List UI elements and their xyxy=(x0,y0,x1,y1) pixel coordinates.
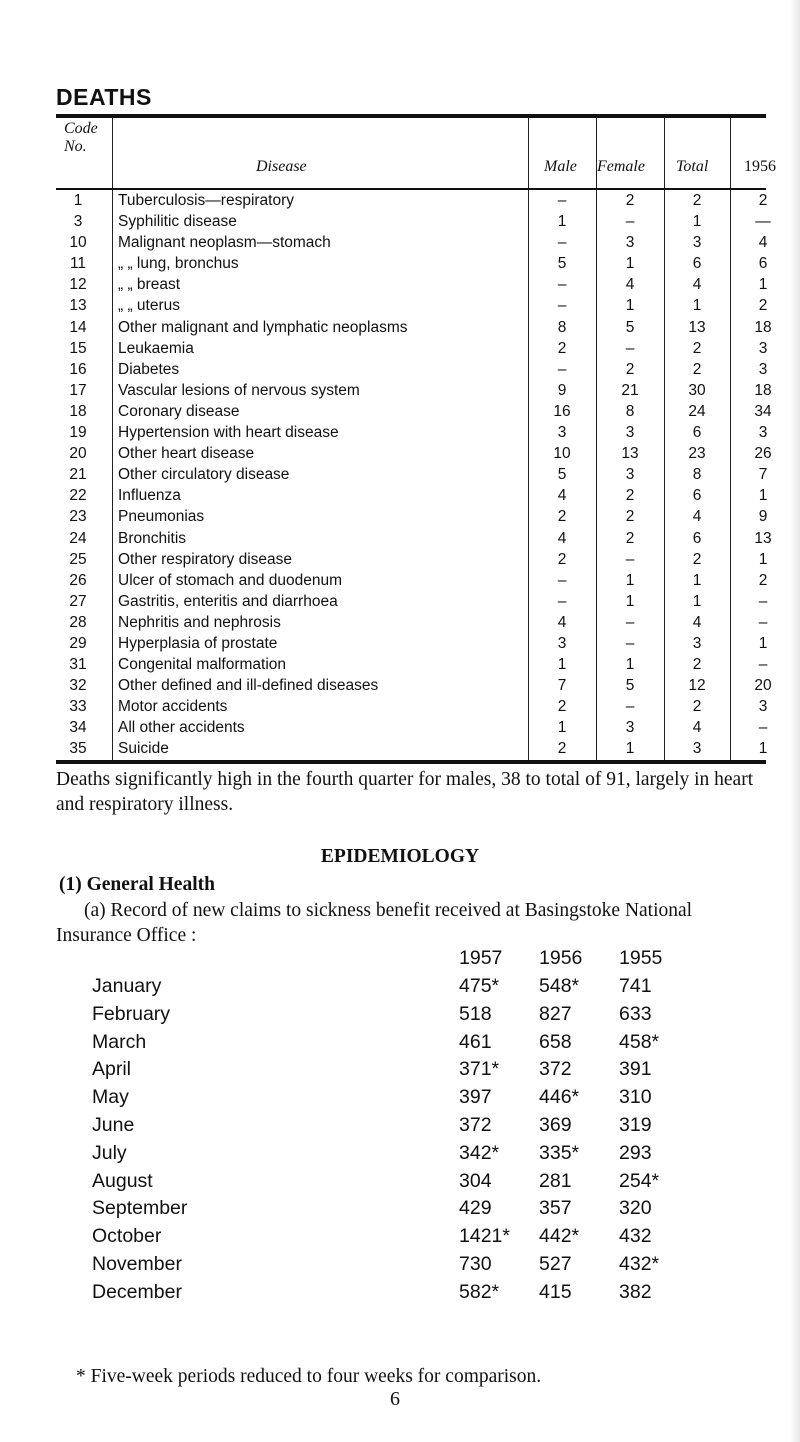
value-1955: 432* xyxy=(619,1253,660,1275)
value-1956: 415 xyxy=(539,1280,572,1303)
month-name: May xyxy=(92,1086,129,1109)
total-cell: 6 xyxy=(692,255,702,273)
month-name: February xyxy=(92,1002,171,1025)
total-cell: 3 xyxy=(692,234,702,252)
female-cell: – xyxy=(625,634,635,652)
y1956-cell: 20 xyxy=(754,677,772,695)
table-row xyxy=(56,738,766,759)
table-row xyxy=(56,570,766,591)
code-cell: 25 xyxy=(69,550,87,568)
disease-cell: Other malignant and lymphatic neoplasms xyxy=(118,318,408,336)
total-cell: 3 xyxy=(692,740,702,758)
value-1957: 372 xyxy=(459,1114,492,1136)
y1956-cell: – xyxy=(758,719,768,737)
female-cell: 1 xyxy=(625,297,635,315)
y1956-cell: 2 xyxy=(758,297,768,315)
value-1957: 475* xyxy=(459,975,500,997)
month-row xyxy=(0,1225,800,1253)
female-cell: 2 xyxy=(625,192,635,209)
male-cell: – xyxy=(557,192,567,209)
value-1957: 730 xyxy=(459,1253,492,1275)
table-row xyxy=(56,654,766,675)
value-1956: 369 xyxy=(539,1114,572,1136)
y1956-cell: 2 xyxy=(758,571,768,589)
code-cell: 22 xyxy=(69,487,87,505)
month-name: April xyxy=(92,1058,132,1081)
table-row xyxy=(56,422,766,443)
male-cell: 1 xyxy=(557,213,567,231)
table-row xyxy=(56,338,766,359)
value-1955: 458* xyxy=(619,1030,660,1053)
section-heading: EPIDEMIOLOGY xyxy=(320,846,480,867)
value-1956: 442* xyxy=(539,1225,580,1248)
female-cell: 4 xyxy=(625,276,635,294)
y1956-cell: 2 xyxy=(758,192,768,209)
female-cell: 1 xyxy=(625,592,635,610)
value-1956: 446* xyxy=(539,1086,580,1109)
female-cell: 13 xyxy=(621,445,639,463)
disease-cell: Other respiratory disease xyxy=(118,550,293,568)
table-row xyxy=(56,274,766,295)
female-cell: 3 xyxy=(625,424,635,442)
male-cell: 2 xyxy=(557,740,567,758)
header-code: Code xyxy=(64,120,98,137)
male-cell: 3 xyxy=(557,634,567,652)
total-cell: 30 xyxy=(688,381,706,399)
total-cell: 4 xyxy=(692,508,702,526)
header-disease: Disease xyxy=(256,158,307,175)
male-cell: – xyxy=(557,360,567,378)
header-male: Male xyxy=(544,158,577,175)
female-cell: 1 xyxy=(625,571,635,589)
table-row xyxy=(56,443,772,464)
footnote: * Five-week periods reduced to four weeks for comparison. xyxy=(76,1366,542,1387)
year-header: 1957 xyxy=(459,947,503,969)
female-cell: 2 xyxy=(625,487,635,505)
table-row xyxy=(56,401,772,422)
male-cell: 2 xyxy=(557,508,567,526)
year-header-row xyxy=(0,947,800,975)
code-cell: 19 xyxy=(69,424,87,442)
header-no: No. xyxy=(64,138,87,155)
total-cell: 2 xyxy=(692,360,702,378)
y1956-cell: 1 xyxy=(758,276,768,294)
table-row xyxy=(56,232,766,253)
y1956-cell: 4 xyxy=(758,234,768,252)
table-row xyxy=(56,549,766,570)
disease-cell: Suicide xyxy=(118,740,169,758)
table-row xyxy=(56,485,766,506)
female-cell: 5 xyxy=(625,677,635,695)
total-cell: 23 xyxy=(688,445,706,463)
disease-cell: „ „ breast xyxy=(118,276,181,294)
table-row xyxy=(56,317,772,338)
table-row xyxy=(56,528,772,549)
total-cell: 24 xyxy=(688,402,706,420)
male-cell: 8 xyxy=(557,318,567,336)
disease-cell: Motor accidents xyxy=(118,698,228,716)
table-row xyxy=(56,211,771,232)
disease-cell: Bronchitis xyxy=(118,529,187,547)
code-cell: 31 xyxy=(69,656,87,674)
code-cell: 13 xyxy=(69,297,87,315)
month-name: March xyxy=(92,1030,147,1053)
female-cell: 8 xyxy=(625,402,635,420)
table-row xyxy=(56,190,766,211)
male-cell: 4 xyxy=(557,529,567,547)
value-1955: 293 xyxy=(619,1141,652,1164)
code-cell: 33 xyxy=(69,698,87,716)
female-cell: 1 xyxy=(625,656,635,674)
male-cell: – xyxy=(557,297,567,315)
y1956-cell: 3 xyxy=(758,339,768,357)
disease-cell: Leukaemia xyxy=(118,339,194,357)
month-name: August xyxy=(92,1169,153,1192)
disease-cell: Other circulatory disease xyxy=(118,466,290,484)
table-row xyxy=(56,380,772,401)
table-header xyxy=(56,114,776,190)
value-1956: 548* xyxy=(539,975,580,997)
disease-cell: Gastritis, enteritis and diarrhoea xyxy=(118,592,338,610)
code-cell: 32 xyxy=(69,677,87,695)
disease-cell: Other heart disease xyxy=(118,445,255,463)
female-cell: 1 xyxy=(625,740,635,758)
month-name: October xyxy=(92,1225,162,1248)
male-cell: 5 xyxy=(557,255,567,273)
month-row xyxy=(0,1114,800,1142)
female-cell: – xyxy=(625,698,635,716)
male-cell: 3 xyxy=(557,424,567,442)
column-divider xyxy=(664,118,665,188)
total-cell: 1 xyxy=(692,297,702,315)
column-divider xyxy=(528,118,529,188)
code-cell: 16 xyxy=(69,360,87,378)
male-cell: 5 xyxy=(557,466,567,484)
y1956-cell: 34 xyxy=(754,402,772,420)
value-1955: 741 xyxy=(619,975,652,997)
month-row xyxy=(0,1281,800,1309)
code-cell: 17 xyxy=(69,381,87,399)
value-1955: 391 xyxy=(619,1058,652,1081)
header-1956: 1956 xyxy=(744,158,776,175)
disease-cell: „ „ uterus xyxy=(118,297,181,315)
month-row xyxy=(0,1253,800,1281)
table-row xyxy=(56,464,766,485)
male-cell: 1 xyxy=(557,719,567,737)
intro-text: (a) Record of new claims to sickness benefit received at Basingstoke National Insurance Office : xyxy=(56,900,693,946)
total-cell: 1 xyxy=(692,592,702,610)
code-cell: 27 xyxy=(69,592,87,610)
value-1955: 320 xyxy=(619,1197,652,1220)
table-row xyxy=(56,675,772,696)
male-cell: – xyxy=(557,571,567,589)
value-1955: 633 xyxy=(619,1002,652,1025)
code-cell: 29 xyxy=(69,634,87,652)
disease-cell: Nephritis and nephrosis xyxy=(118,613,281,631)
table-row xyxy=(56,506,766,527)
male-cell: 2 xyxy=(557,698,567,716)
female-cell: 1 xyxy=(625,255,635,273)
table-row xyxy=(56,633,766,654)
page-title: DEATHS xyxy=(56,84,152,110)
code-cell: 26 xyxy=(69,571,87,589)
disease-cell: Vascular lesions of nervous system xyxy=(118,381,360,399)
value-1957: 342* xyxy=(459,1141,500,1164)
total-cell: 2 xyxy=(692,339,702,357)
code-cell: 23 xyxy=(69,508,87,526)
month-name: September xyxy=(92,1197,188,1220)
male-cell: – xyxy=(557,276,567,294)
summary-text: Deaths significantly high in the fourth quarter for males, 38 to total of 91, largely in heart and respiratory illness. xyxy=(56,769,754,815)
disease-cell: Congenital malformation xyxy=(118,656,287,674)
male-cell: 1 xyxy=(557,656,567,674)
value-1956: 827 xyxy=(539,1002,572,1025)
header-total: Total xyxy=(676,158,709,175)
y1956-cell: – xyxy=(758,592,768,610)
value-1957: 518 xyxy=(459,1002,492,1025)
male-cell: 4 xyxy=(557,613,567,631)
y1956-cell: 13 xyxy=(754,529,772,547)
female-cell: 2 xyxy=(625,360,635,378)
month-name: January xyxy=(92,975,162,997)
month-name: July xyxy=(92,1141,127,1164)
month-name: December xyxy=(92,1280,182,1303)
female-cell: 3 xyxy=(625,719,635,737)
month-row xyxy=(0,975,800,1003)
disease-cell: Ulcer of stomach and duodenum xyxy=(118,571,343,589)
header-female: Female xyxy=(597,158,645,175)
value-1957: 461 xyxy=(459,1030,492,1053)
disease-cell: Hypertension with heart disease xyxy=(118,424,339,442)
female-cell: 3 xyxy=(625,234,635,252)
female-cell: – xyxy=(625,339,635,357)
total-cell: 1 xyxy=(692,213,702,231)
month-name: November xyxy=(92,1253,182,1275)
month-row xyxy=(0,1170,800,1198)
value-1957: 371* xyxy=(459,1058,500,1081)
total-cell: 6 xyxy=(692,529,702,547)
disease-cell: Malignant neoplasm—stomach xyxy=(118,234,331,252)
disease-cell: All other accidents xyxy=(118,719,245,737)
total-cell: 4 xyxy=(692,276,702,294)
y1956-cell: 9 xyxy=(758,508,768,526)
value-1955: 254* xyxy=(619,1169,660,1192)
total-cell: 4 xyxy=(692,613,702,631)
month-row xyxy=(0,1058,800,1086)
y1956-cell: 18 xyxy=(754,381,772,399)
code-cell: 10 xyxy=(69,234,87,252)
total-cell: 2 xyxy=(692,192,702,209)
value-1956: 527 xyxy=(539,1253,572,1275)
disease-cell: Tuberculosis—respiratory xyxy=(118,192,295,209)
deaths-table xyxy=(56,114,776,764)
table-body xyxy=(56,190,772,764)
y1956-cell: 7 xyxy=(758,466,768,484)
total-cell: 12 xyxy=(688,677,706,695)
column-divider xyxy=(730,118,731,188)
disease-cell: Diabetes xyxy=(118,360,180,378)
male-cell: 7 xyxy=(557,677,567,695)
page-number: 6 xyxy=(390,1388,400,1410)
month-row xyxy=(0,1197,800,1225)
disease-cell: Other defined and ill-defined diseases xyxy=(118,677,379,695)
male-cell: 9 xyxy=(557,381,567,399)
value-1955: 319 xyxy=(619,1114,652,1136)
male-cell: – xyxy=(557,234,567,252)
value-1957: 397 xyxy=(459,1086,492,1109)
y1956-cell: 26 xyxy=(754,445,772,463)
table-row xyxy=(56,717,766,738)
disease-cell: Coronary disease xyxy=(118,402,240,420)
female-cell: – xyxy=(625,213,635,231)
table-row xyxy=(56,295,766,316)
code-cell: 18 xyxy=(69,402,87,420)
y1956-cell: 1 xyxy=(758,634,768,652)
y1956-cell: 6 xyxy=(758,255,768,273)
month-row xyxy=(0,1142,800,1170)
column-divider xyxy=(596,118,597,188)
value-1955: 310 xyxy=(619,1086,652,1109)
total-cell: 6 xyxy=(692,424,702,442)
code-cell: 35 xyxy=(69,740,87,758)
male-cell: – xyxy=(557,592,567,610)
total-cell: 8 xyxy=(692,466,702,484)
y1956-cell: 3 xyxy=(758,360,768,378)
male-cell: 2 xyxy=(557,339,567,357)
code-cell: 1 xyxy=(73,192,83,209)
table-row xyxy=(56,359,766,380)
year-header: 1956 xyxy=(539,947,583,969)
code-cell: 28 xyxy=(69,613,87,631)
total-cell: 2 xyxy=(692,698,702,716)
value-1956: 335* xyxy=(539,1141,580,1164)
male-cell: 10 xyxy=(553,445,571,463)
y1956-cell: — xyxy=(755,213,771,231)
female-cell: 2 xyxy=(625,529,635,547)
total-cell: 6 xyxy=(692,487,702,505)
disease-cell: Pneumonias xyxy=(118,508,205,526)
value-1956: 658 xyxy=(539,1030,572,1053)
subsection-heading: (1) General Health xyxy=(59,874,215,895)
value-1956: 357 xyxy=(539,1197,572,1220)
year-header: 1955 xyxy=(619,947,663,969)
male-cell: 2 xyxy=(557,550,567,568)
table-row xyxy=(56,696,766,717)
total-cell: 4 xyxy=(692,719,702,737)
table-row xyxy=(56,253,766,274)
female-cell: 2 xyxy=(625,508,635,526)
total-cell: 1 xyxy=(692,571,702,589)
y1956-cell: 1 xyxy=(758,550,768,568)
disease-cell: Hyperplasia of prostate xyxy=(118,634,278,652)
total-cell: 3 xyxy=(692,634,702,652)
disease-cell: Syphilitic disease xyxy=(118,213,237,231)
male-cell: 4 xyxy=(557,487,567,505)
value-1957: 1421* xyxy=(459,1225,510,1248)
y1956-cell: 3 xyxy=(758,698,768,716)
code-cell: 20 xyxy=(69,445,87,463)
code-cell: 15 xyxy=(69,339,87,357)
female-cell: 5 xyxy=(625,318,635,336)
value-1956: 372 xyxy=(539,1058,572,1081)
value-1957: 429 xyxy=(459,1197,492,1220)
y1956-cell: 1 xyxy=(758,740,768,758)
y1956-cell: – xyxy=(758,656,768,674)
value-1957: 304 xyxy=(459,1169,492,1192)
code-cell: 11 xyxy=(69,255,87,273)
y1956-cell: – xyxy=(758,613,768,631)
total-cell: 2 xyxy=(692,656,702,674)
table-row xyxy=(56,612,766,633)
code-cell: 14 xyxy=(69,318,87,336)
total-cell: 2 xyxy=(692,550,702,568)
code-cell: 24 xyxy=(69,529,87,547)
code-cell: 21 xyxy=(69,466,87,484)
y1956-cell: 1 xyxy=(758,487,768,505)
y1956-cell: 3 xyxy=(758,424,768,442)
table-row xyxy=(56,591,766,612)
code-cell: 3 xyxy=(73,213,83,231)
value-1957: 582* xyxy=(459,1280,500,1303)
column-divider xyxy=(112,118,113,188)
code-cell: 34 xyxy=(69,719,87,737)
male-cell: 16 xyxy=(553,402,571,420)
value-1955: 432 xyxy=(619,1225,652,1248)
female-cell: – xyxy=(625,550,635,568)
month-row xyxy=(0,1003,800,1031)
total-cell: 13 xyxy=(688,318,706,336)
month-name: June xyxy=(92,1114,135,1136)
disease-cell: Influenza xyxy=(118,487,181,505)
y1956-cell: 18 xyxy=(754,318,772,336)
code-cell: 12 xyxy=(69,276,87,294)
month-row xyxy=(0,1086,800,1114)
female-cell: 21 xyxy=(621,381,639,399)
disease-cell: „ „ lung, bronchus xyxy=(118,255,239,273)
month-row xyxy=(0,1031,800,1059)
value-1956: 281 xyxy=(539,1169,572,1192)
female-cell: 3 xyxy=(625,466,635,484)
value-1955: 382 xyxy=(619,1280,652,1303)
female-cell: – xyxy=(625,613,635,631)
